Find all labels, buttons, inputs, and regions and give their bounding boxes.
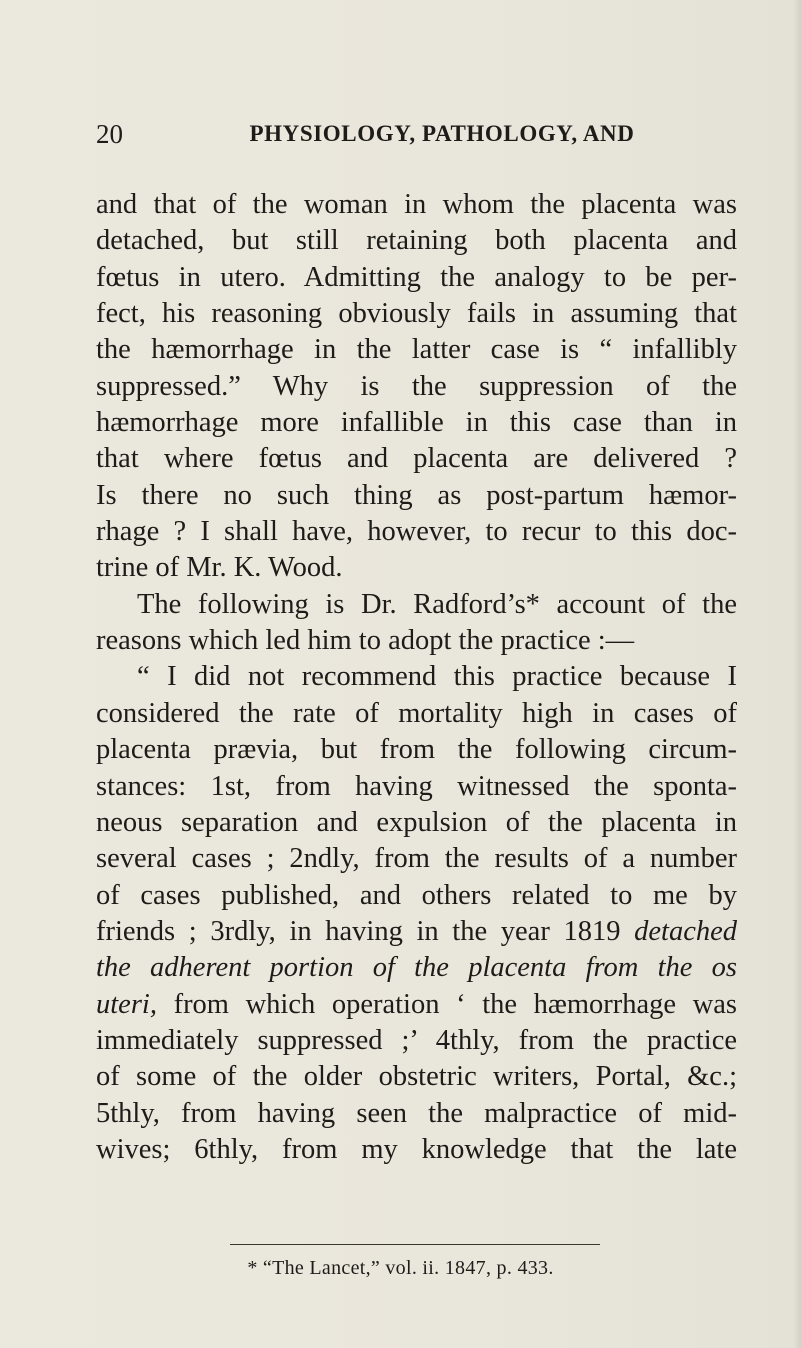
- italic-uteri: uteri,: [96, 988, 157, 1020]
- text-line-8: that where fœtus and placenta are delivered ?: [96, 443, 737, 475]
- footnote: * “The Lancet,” vol. ii. 1847, p. 433.: [247, 1257, 554, 1279]
- text-line-21: [96, 914, 737, 950]
- text-line-20: of cases published, and others related to me by: [96, 879, 737, 911]
- text-line-7: hæmorrhage more infallible in this case than in: [96, 407, 737, 439]
- page-header: [96, 118, 736, 158]
- body-text: [96, 187, 737, 1168]
- text-line-10: rhage ? I shall have, however, to recur to this doc-: [96, 516, 737, 548]
- text-line-17: stances: 1st, from having witnessed the sponta-: [96, 770, 737, 802]
- text-line-9: Is there no such thing as post-partum hæmor-: [96, 479, 737, 511]
- text-line-15: considered the rate of mortality high in cases of: [96, 697, 737, 729]
- text-line-27: wives; 6thly, from my knowledge that the late: [96, 1133, 737, 1165]
- text-line-4: fect, his reasoning obviously fails in assuming that: [96, 298, 737, 330]
- page-edge-shadow: [793, 0, 801, 1348]
- text-line-6: suppressed.” Why is the suppression of the: [96, 370, 737, 402]
- footnote-rule: [230, 1244, 600, 1245]
- text-line-16: placenta prævia, but from the following circum-: [96, 734, 737, 766]
- text-line-25: of some of the older obstetric writers, Portal, &c.;: [96, 1061, 737, 1093]
- text-line-14: “ I did not recommend this practice because I: [137, 661, 737, 693]
- page-number: 20: [96, 119, 123, 149]
- italic-phrase: the adherent portion of the placenta from the os: [96, 952, 737, 984]
- text-line-18: neous separation and expulsion of the placenta in: [96, 806, 737, 838]
- text-line-24: immediately suppressed ;’ 4thly, from the practice: [96, 1024, 737, 1056]
- text-line-13: reasons which led him to adopt the practice :—: [96, 625, 635, 657]
- text-line-22: [96, 950, 737, 986]
- text-line-21-italic: detached: [634, 915, 737, 947]
- text-line-23-roman: from which operation ‘ the hæmorrhage was: [173, 988, 737, 1020]
- text-line-23: [96, 987, 737, 1023]
- running-title: PHYSIOLOGY, PATHOLOGY, AND: [249, 121, 635, 146]
- text-line-1: and that of the woman in whom the placenta was: [96, 189, 737, 220]
- text-line-12: The following is Dr. Radford’s* account of the: [137, 588, 737, 620]
- text-line-3: fœtus in utero. Admitting the analogy to be per-: [96, 261, 737, 293]
- text-line-19: several cases ; 2ndly, from the results of a number: [96, 843, 737, 875]
- text-line-26: 5thly, from having seen the malpractice of mid-: [96, 1097, 737, 1129]
- text-line-21-roman: friends ; 3rdly, in having in the year 1819: [96, 915, 621, 947]
- text-line-11: trine of Mr. K. Wood.: [96, 552, 343, 584]
- text-line-5: the hæmorrhage in the latter case is “ infallibly: [96, 334, 737, 366]
- text-line-2: detached, but still retaining both placenta and: [96, 225, 737, 257]
